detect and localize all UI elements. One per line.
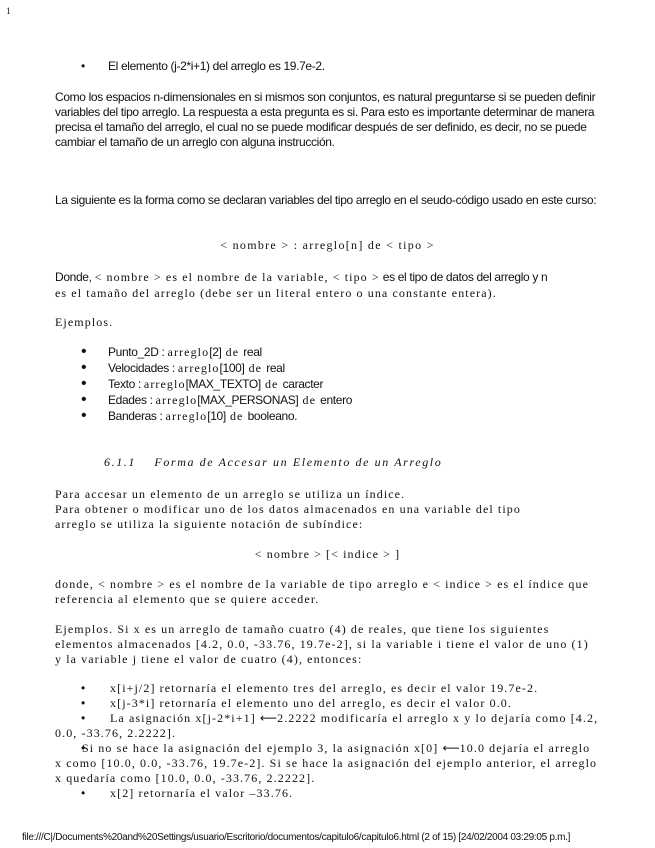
donde-paragraph bbox=[55, 268, 600, 301]
syntax-access: < nombre > [< indice > ] bbox=[254, 547, 401, 561]
donde-access-paragraph: donde, < nombre > es el nombre de la variable de tipo arreglo e < indice > es el índice que referencia al elemento que se quiere acceder. bbox=[55, 577, 590, 606]
example-de: de bbox=[225, 409, 248, 423]
access-paragraph-1: Para accesar un elemento de un arreglo se utiliza un índice. bbox=[55, 487, 406, 501]
example-keyword: arreglo bbox=[143, 377, 186, 391]
example-keyword: arreglo bbox=[165, 409, 208, 423]
page-footer-url: file:///C|/Documents%20and%20Settings/usuario/Escritorio/documentos/capitulo6/capitulo6.html (2 of 15) [24/02/2004 03:29:05 p.m.] bbox=[22, 832, 571, 843]
assign-text-2: 2.2222 modificaría el arreglo x y lo dejaría como [4.2, 0.0, -33.76, 2.2222]. bbox=[55, 711, 599, 740]
example-type: entero bbox=[320, 393, 353, 407]
example-name: Velocidades : bbox=[108, 361, 178, 375]
example-name: Punto_2D : bbox=[108, 345, 168, 359]
page-number: 1 bbox=[6, 6, 11, 16]
example-size: [10] bbox=[207, 409, 226, 423]
syntax-declaration: < nombre > : arreglo[n] de < tipo > bbox=[220, 238, 435, 252]
donde-text-3: es el tipo de datos del arreglo y n bbox=[379, 270, 548, 284]
list-item bbox=[55, 711, 600, 741]
list-item: • x[j-3*i] retornaría el elemento uno del arreglo, es decir el valor 0.0. bbox=[55, 696, 600, 711]
example-size: [MAX_TEXTO] bbox=[185, 377, 261, 391]
list-item bbox=[55, 376, 352, 392]
example-name: Banderas : bbox=[108, 409, 166, 423]
list-item bbox=[55, 408, 352, 424]
paragraph-declaration: La siguiente es la forma como se declaran variables del tipo arreglo en el seudo-código usado en este curso: bbox=[55, 193, 597, 207]
section-title: 6.1.1 Forma de Accesar un Elemento de un Arreglo bbox=[104, 455, 443, 469]
top-bullet-list bbox=[55, 59, 325, 74]
assign-text: La asignación x[j-2*i+1] bbox=[110, 711, 260, 725]
example-size: [MAX_PERSONAS] bbox=[197, 393, 299, 407]
example-name: Texto : bbox=[108, 377, 144, 391]
list-item bbox=[55, 344, 352, 360]
example-de: de bbox=[221, 345, 244, 359]
example-de: de bbox=[244, 361, 267, 375]
list-item bbox=[55, 392, 352, 408]
example-size: [2] bbox=[209, 345, 222, 359]
example-keyword: arreglo bbox=[155, 393, 198, 407]
paragraph-arrays-intro: Como los espacios n-dimensionales en si mismos son conjuntos, es natural preguntarse si se pueden definir variables del tipo arreglo. La respuesta a esta pregunta es si. Para esto es importante determinar de manera precisa el tamaño del arreglo, el cual no se puede modificar después de ser definido, es decir, no se puede cambiar el tamaño de un arreglo con alguna instrucción. bbox=[55, 90, 596, 149]
list-item bbox=[55, 360, 352, 376]
list-item: • x[i+j/2] retornaría el elemento tres del arreglo, es decir el valor 19.7e-2. bbox=[55, 681, 600, 696]
donde-line-2: es el tamaño del arreglo (debe ser un literal entero o una constante entera). bbox=[55, 286, 497, 300]
assign-text: Si no se hace la asignación del ejemplo 3, la asignación x[0] bbox=[82, 741, 443, 755]
ejemplos-access-paragraph: Ejemplos. Si x es un arreglo de tamaño cuatro (4) de reales, que tiene los siguientes elementos almacenados [4.2, 0.0, -33.76, 19.7e-2], si la variable i tiene el valor de uno (1) y la variable j tiene el valor de cuatro (4), entonces: bbox=[55, 622, 589, 666]
assign-arrow-icon: ⟵ bbox=[442, 741, 460, 755]
example-type: real bbox=[243, 345, 262, 359]
donde-text-2: es el nombre de la variable, bbox=[161, 270, 333, 284]
donde-tipo: < tipo > bbox=[332, 270, 380, 284]
example-de: de bbox=[298, 393, 321, 407]
access-examples-list bbox=[55, 681, 600, 801]
list-item bbox=[55, 741, 600, 786]
example-type: caracter bbox=[282, 377, 324, 391]
assign-arrow-icon: ⟵ bbox=[259, 711, 278, 725]
example-type: real bbox=[266, 361, 285, 375]
list-item: • x[2] retornaría el valor –33.76. bbox=[55, 786, 600, 801]
example-keyword: arreglo bbox=[167, 345, 210, 359]
example-name: Edades : bbox=[108, 393, 156, 407]
assign-text-2: 10.0 dejaría el arreglo x como [10.0, 0.0, -33.76, 19.7e-2]. Si se hace la asignación del ejemplo anterior, el arreglo x quedaría como [10.0, 0.0, -33.76, 2.2222]. bbox=[55, 741, 598, 785]
access-paragraph-2: Para obtener o modificar uno de los datos almacenados en una variable del tipo arreglo se utiliza la siguiente notación de subíndice: bbox=[55, 502, 522, 531]
example-de: de bbox=[260, 377, 283, 391]
donde-text: Donde, bbox=[55, 270, 95, 284]
example-type: booleano. bbox=[247, 409, 298, 423]
ejemplos-label: Ejemplos. bbox=[55, 315, 114, 329]
examples-list bbox=[55, 344, 352, 424]
donde-nombre: < nombre > bbox=[94, 270, 162, 284]
example-keyword: arreglo bbox=[177, 361, 220, 375]
list-item: • El elemento (j-2*i+1) del arreglo es 19.7e-2. bbox=[55, 59, 325, 74]
example-size: [100] bbox=[219, 361, 245, 375]
